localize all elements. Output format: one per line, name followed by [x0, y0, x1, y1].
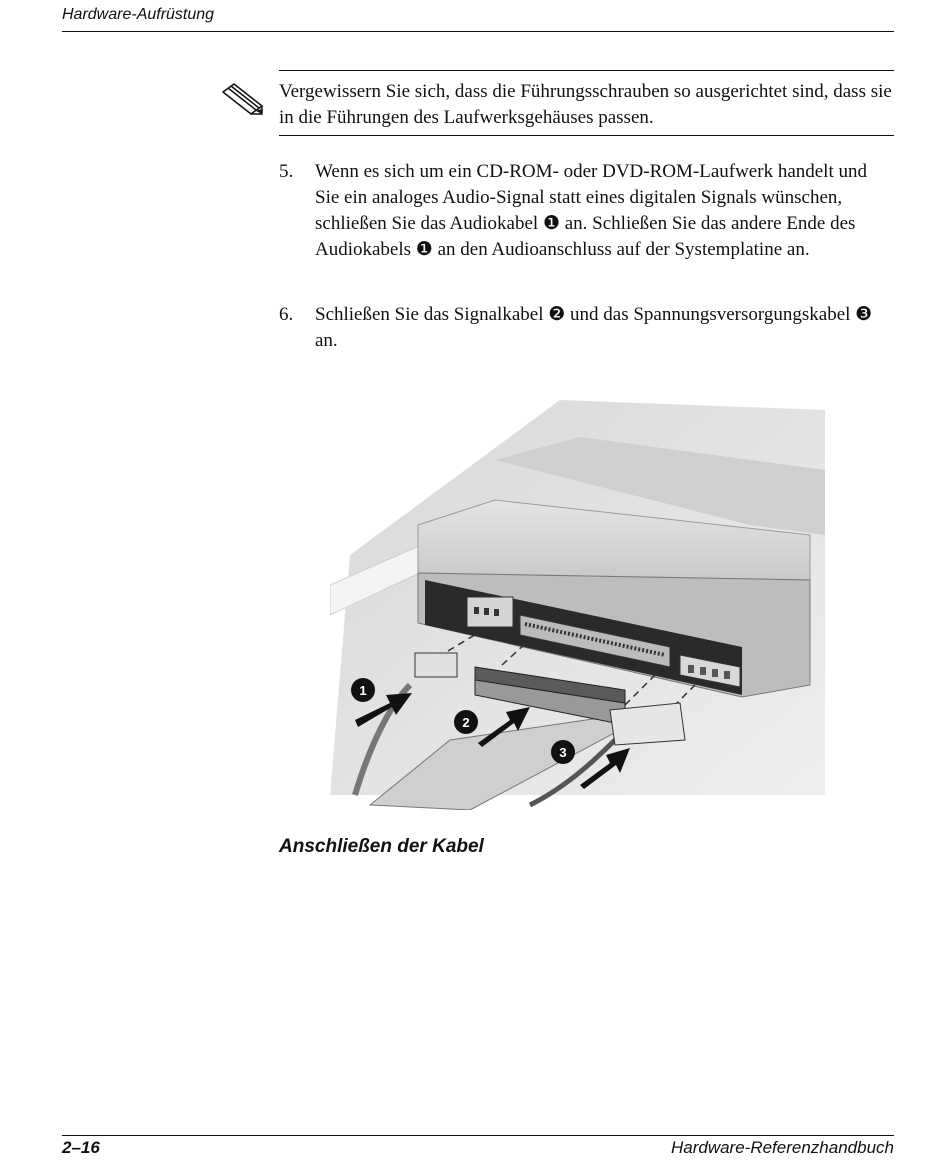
step-number: 6.	[279, 304, 294, 325]
note-bottom-rule	[279, 135, 894, 136]
step-6	[279, 302, 894, 354]
note-text: Vergewissern Sie sich, dass die Führungsschrauben so ausgerichtet sind, dass sie in die Führungen des Laufwerksgehäuses passen.	[279, 81, 892, 128]
step-text: Wenn es sich um ein CD-ROM- oder DVD-ROM-Laufwerk handelt und Sie ein analoges Audio-Signal statt eines digitalen Signals wünschen, schließen Sie das Audiokabel ❶ an. Schließen Sie das andere Ende des Audiokabels ❶ an den Audioanschluss auf der Systemplatine an.	[315, 161, 867, 260]
step-number: 5.	[279, 161, 294, 182]
svg-text:1: 1	[359, 683, 367, 698]
callout-2	[454, 710, 478, 734]
pencil-note-icon	[220, 80, 264, 116]
book-title: Hardware-Referenzhandbuch	[670, 1138, 894, 1157]
footer-rule	[62, 1135, 894, 1136]
svg-text:2: 2	[462, 715, 470, 730]
svg-text:3: 3	[559, 745, 567, 760]
callout-1	[351, 678, 375, 702]
page-number: 2–16	[62, 1138, 100, 1157]
header-rule	[62, 31, 894, 32]
note-top-rule	[279, 70, 894, 71]
running-header: Hardware-Aufrüstung	[62, 6, 215, 23]
drive-cable-illustration	[330, 385, 835, 810]
callout-3	[551, 740, 575, 764]
figure-caption: Anschließen der Kabel	[279, 836, 484, 857]
step-5	[279, 159, 894, 263]
step-text: Schließen Sie das Signalkabel ❷ und das Spannungsversorgungskabel ❸ an.	[315, 304, 873, 351]
audio-connector	[467, 597, 513, 627]
